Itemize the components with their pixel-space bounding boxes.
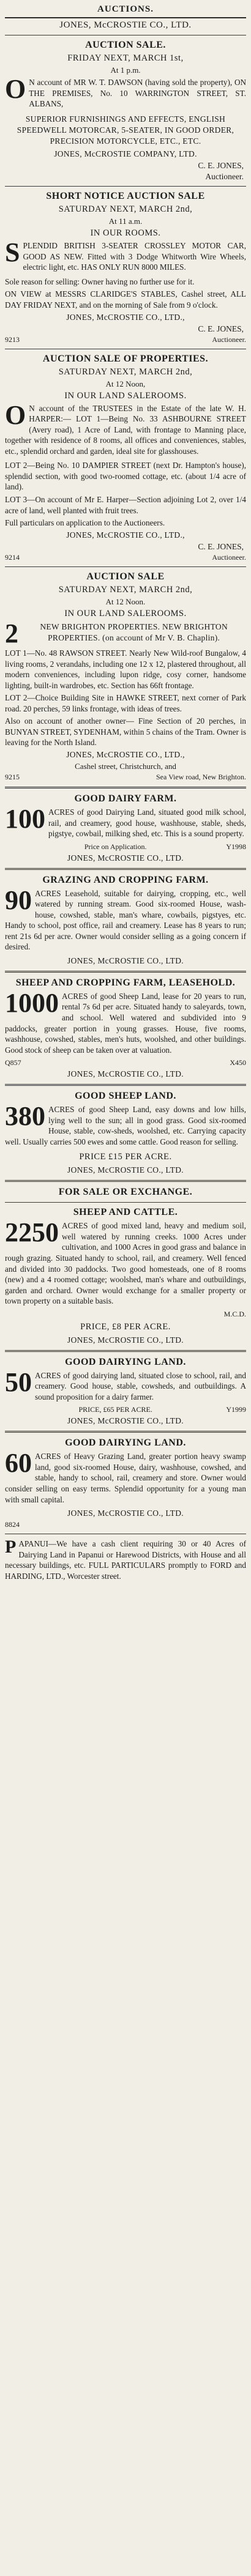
listing-ref: 8824 xyxy=(5,1520,20,1529)
listing-body: ACRES of good dairying land, situated close to school, rail, and creamery. Good house, stable, cowsheds, and outbuildings. A sound proposition for a dairy farmer. xyxy=(35,1370,246,1401)
listing-price: PRICE, £65 PER ACRE. xyxy=(78,1405,152,1414)
listing-title: FOR SALE OR EXCHANGE. xyxy=(58,1187,193,1198)
ad-body: N account of MR W. T. DAWSON (having sold the property), ON THE PREMISES, No. 10 WARRINGTON STREET, ST. ALBANS, xyxy=(29,78,246,109)
ad-place: IN OUR LAND SALEROOMS. xyxy=(64,390,187,401)
ad-agent: C. E. JONES, xyxy=(198,161,244,171)
notice-body: APANUI—We have a cash client requiring 30 or 40 Acres of Dairying Land in Papanui or Harewood Districts, with House and all necessary buildings, etc. FULL PARTICULARS promptly to FORD and HARDING, LTD., Worcester street. xyxy=(5,1539,246,1581)
drop-cap: 2 xyxy=(5,618,19,648)
ad-place: IN OUR ROOMS. xyxy=(90,228,161,239)
listing-ref: Y1999 xyxy=(226,1405,246,1414)
listing-ref: X450 xyxy=(230,1058,246,1067)
ad-agent: C. E. JONES, xyxy=(198,541,244,551)
ad-lot-3: LOT 3—On account of Mr E. Harper—Section adjoining Lot 2, over 1/4 acre of land, well planted with fruit trees. xyxy=(5,494,246,515)
listing-grazing-farm xyxy=(5,875,246,966)
ad-ref: 9213 xyxy=(5,335,20,344)
drop-cap: O xyxy=(5,74,26,104)
section-divider xyxy=(5,1350,246,1352)
listing-price: PRICE £15 PER ACRE. xyxy=(79,1152,172,1162)
listing-title: GOOD SHEEP LAND. xyxy=(75,1091,176,1102)
section-divider xyxy=(5,1180,246,1182)
ad-date: SATURDAY NEXT, MARCH 2nd, xyxy=(58,366,193,377)
listing-body: ACRES of Heavy Grazing Land, greater portion heavy swamp land, good six-roomed House, dairy, washhouse, cowshed, and stable, handy to school, rail, creamery and store. Owner would consider selling on easy terms. Splendid opportunity for a young man with small capital. xyxy=(5,1452,246,1504)
listing-firm: JONES, McCROSTIE CO., LTD. xyxy=(67,1165,184,1175)
ad-title: AUCTION SALE. xyxy=(85,40,166,50)
drop-cap: 50 xyxy=(5,1367,32,1397)
ad-particulars: Full particulars on application to the Auctioneers. xyxy=(5,518,165,528)
drop-cap: 90 xyxy=(5,885,32,915)
listing-body: ACRES of good Dairying Land, situated good milk school, rail, and creamery, good house, washhouse, stable, sheds, pigstye, cowbail, milking shed, etc. This is a sound property. xyxy=(48,807,246,839)
section-divider xyxy=(5,1084,246,1086)
ad-time: At 11 a.m. xyxy=(108,217,143,226)
ad-time: At 12 Noon, xyxy=(105,379,146,388)
divider xyxy=(5,1202,246,1203)
ad-date: FRIDAY NEXT, MARCH 1st, xyxy=(67,53,184,63)
ad-agent: C. E. JONES, xyxy=(198,324,244,333)
drop-cap: S xyxy=(5,237,20,268)
wanted-notice-papanui xyxy=(5,1539,246,1583)
ad-note: Sole reason for selling: Owner having no further use for it. xyxy=(5,277,195,286)
ad-role: Auctioneer. xyxy=(205,172,244,182)
ad-time: At 1 p.m. xyxy=(110,65,141,75)
drop-cap: 100 xyxy=(5,803,45,834)
divider xyxy=(5,186,246,187)
ad-lot-2: LOT 2—Being No. 10 DAMPIER STREET (next Dr. Hampton's house), splendid section, with good two-roomed cottage, etc. (about 1/4 acre of land). xyxy=(5,461,246,492)
drop-cap: 2250 xyxy=(5,1217,59,1248)
ad-lot-1: LOT 1—No. 48 RAWSON STREET. Nearly New Wild-roof Bungalow, 4 living rooms, 2 verandahs, including one 12 x 12, plastered throughout, all modern conveniences, including lupon ridge, cosy corner, handsome lighting, built-in wardrobes, etc. Section has 66ft frontage. xyxy=(5,648,246,690)
listing-dairy-farm xyxy=(5,793,246,863)
ad-body: PLENDID BRITISH 3-SEATER CROSSLEY MOTOR CAR, GOOD AS NEW. Fitted with 3 Dodge Whitworth Wire Wheels, electric light, etc. HAS ONLY RUN 8000 MILES. xyxy=(23,241,246,272)
drop-cap: 1000 xyxy=(5,987,59,1018)
ad-address-2: Sea View road, New Brighton. xyxy=(155,772,246,781)
section-divider xyxy=(5,787,246,789)
listing-title: GRAZING AND CROPPING FARM. xyxy=(42,874,209,885)
listing-subtitle: SHEEP AND CATTLE. xyxy=(73,1207,178,1218)
listing-firm: JONES, McCROSTIE CO., LTD. xyxy=(67,853,184,863)
listing-sheep-cropping-farm xyxy=(5,978,246,1079)
divider xyxy=(5,566,246,567)
auction-ad-new-brighton xyxy=(5,571,246,782)
listing-firm: JONES, McCROSTIE CO., LTD. xyxy=(67,956,184,965)
listing-firm: JONES, McCROSTIE CO., LTD. xyxy=(67,1509,184,1518)
top-firm-name: JONES, McCROSTIE CO., LTD. xyxy=(59,20,192,30)
listing-firm: JONES, McCROSTIE CO., LTD. xyxy=(67,1335,184,1345)
ad-ref: 9214 xyxy=(5,552,20,562)
auction-ad-motor-car xyxy=(5,191,246,344)
ad-date: SATURDAY NEXT, MARCH 2nd, xyxy=(58,204,193,215)
listing-body: ACRES of good mixed land, heavy and medium soil, well watered by running creeks. 1000 Acres under cultivation, and 1000 Acres in good grass and balance in rough grazing. Situated handy to school, rail, and creamery. Well fenced and divided into 30 paddocks. Two good homesteads, one of 8 rooms (new) and a 4 roomed cottage; woolshed, man's whare and outbuildings, garden and orchard. Owner would exchange for a smaller property or town property on a suitable basis. xyxy=(5,1221,246,1306)
listing-sheep-land xyxy=(5,1091,246,1175)
listing-sale-or-exchange xyxy=(5,1187,246,1345)
section-divider xyxy=(5,868,246,870)
drop-cap: O xyxy=(5,399,26,430)
listing-body: ACRES of good Sheep Land, lease for 20 years to run, rental 7s 6d per acre. Situated handy to saleyards, town, and school. Well watered and subdivided into 9 paddocks, greater portion in young grasses. House, five rooms, washhouse, cowshed, stables, men's huts, woolshed, and other buildings. Good stock of sheep can be taken over at valuation. xyxy=(5,991,246,1055)
ad-role: Auctioneer. xyxy=(212,335,246,344)
ad-place: IN OUR LAND SALEROOMS. xyxy=(64,608,187,618)
drop-cap: 60 xyxy=(5,1448,32,1479)
section-divider xyxy=(5,971,246,973)
ad-title: SHORT NOTICE AUCTION SALE xyxy=(46,191,205,202)
ad-role: Auctioneer. xyxy=(212,552,246,562)
ad-body: N account of the TRUSTEES in the Estate of the late W. H. HARPER:— LOT 1—Being No. 33 ASHBOURNE STREET (Avery road), 1 Acre of Land, with frontage to Manning place, together with residence of 8 rooms, all offices and conveniences, stables, etc., splendid orchard and garden, ideal site for glasshouses. xyxy=(5,403,246,456)
auction-ad-dawson xyxy=(5,40,246,182)
drop-cap: 380 xyxy=(5,1101,45,1132)
auctions-column xyxy=(5,0,246,1583)
ad-title: AUCTION SALE xyxy=(86,571,165,582)
auction-ad-properties xyxy=(5,354,246,562)
section-divider xyxy=(5,1431,246,1433)
ad-title: AUCTION SALE OF PROPERTIES. xyxy=(42,353,209,364)
listing-title: GOOD DAIRYING LAND. xyxy=(65,1438,186,1449)
listing-dairying-land-1 xyxy=(5,1357,246,1427)
ad-heading: NEW BRIGHTON PROPERTIES. NEW BRIGHTON PROPERTIES. (on account of Mr V. B. Chaplin). xyxy=(40,622,228,642)
ad-address-1: Cashel street, Christchurch, and xyxy=(75,761,176,771)
listing-dairying-land-2 xyxy=(5,1438,246,1529)
listing-ref-left: Q857 xyxy=(5,1058,21,1067)
ad-firm: JONES, McCROSTIE CO., LTD., xyxy=(66,312,185,322)
ad-firm: JONES, McCROSTIE COMPANY, LTD. xyxy=(54,149,197,159)
ad-firm: JONES, McCROSTIE CO., LTD., xyxy=(66,530,185,540)
listing-price: PRICE, £8 PER ACRE. xyxy=(80,1321,171,1332)
ad-firm: JONES, McCROSTIE CO., LTD., xyxy=(66,749,185,759)
ad-ref: 9215 xyxy=(5,772,20,781)
listing-ref: Y1998 xyxy=(226,842,246,851)
ad-items: SUPERIOR FURNISHINGS AND EFFECTS, ENGLISH SPEEDWELL MOTORCAR, 5-SEATER, IN GOOD ORDER, PRECISION MOTORCYCLE, ETC., ETC. xyxy=(17,114,234,146)
ad-date: SATURDAY NEXT, MARCH 2nd, xyxy=(58,584,193,595)
listing-title: GOOD DAIRYING LAND. xyxy=(65,1356,186,1367)
ad-lot-2: LOT 2—Choice Building Site in HAWKE STREET, next corner of Park road. 20 perches, 59 links frontage, with ideas of trees. xyxy=(5,693,246,713)
listing-price: Price on Application. xyxy=(84,842,147,851)
ad-time: At 12 Noon. xyxy=(105,596,146,606)
listing-title: GOOD DAIRY FARM. xyxy=(74,793,177,804)
section-masthead: AUCTIONS. xyxy=(97,4,154,14)
listing-title: SHEEP AND CROPPING FARM, LEASEHOLD. xyxy=(15,977,236,988)
masthead-rule xyxy=(5,17,246,18)
listing-firm: JONES, McCROSTIE CO., LTD. xyxy=(67,1069,184,1079)
ad-view: ON VIEW at MESSRS CLARIDGE'S STABLES, Cashel street, ALL DAY FRIDAY NEXT, and on the morning of Sale from 9 o'clock. xyxy=(5,289,246,310)
listing-body: ACRES of good Sheep Land, easy downs and low hills, lying well to the sun; all in good grass. Good six-roomed House, stable, cow-sheds, woolshed, etc. Carrying capacity well. Usually carries 500 ewes and some cattle. Good reason for selling. xyxy=(5,1105,246,1146)
listing-firm: JONES, McCROSTIE CO., LTD. xyxy=(67,1416,184,1426)
ad-lot-3: Also on account of another owner— Fine Section of 20 perches, in BUNYAN STREET, SYDENHAM, within 5 chains of the Tram. Owner is leaving for the North Island. xyxy=(5,716,246,748)
listing-ref: M.C.D. xyxy=(223,1309,246,1318)
drop-cap: P xyxy=(5,1537,17,1557)
listing-body: ACRES Leasehold, suitable for dairying, cropping, etc., well watered by running stream. Good six-roomed House, wash-house, cowshed, stable, man's whare, cowbails, pigstyes, etc. Handy to school, post office, rail and creamery. Lease has 8 years to run; rent 21s 6d per acre. Owner would consider selling as a going concern if desired. xyxy=(5,888,246,952)
